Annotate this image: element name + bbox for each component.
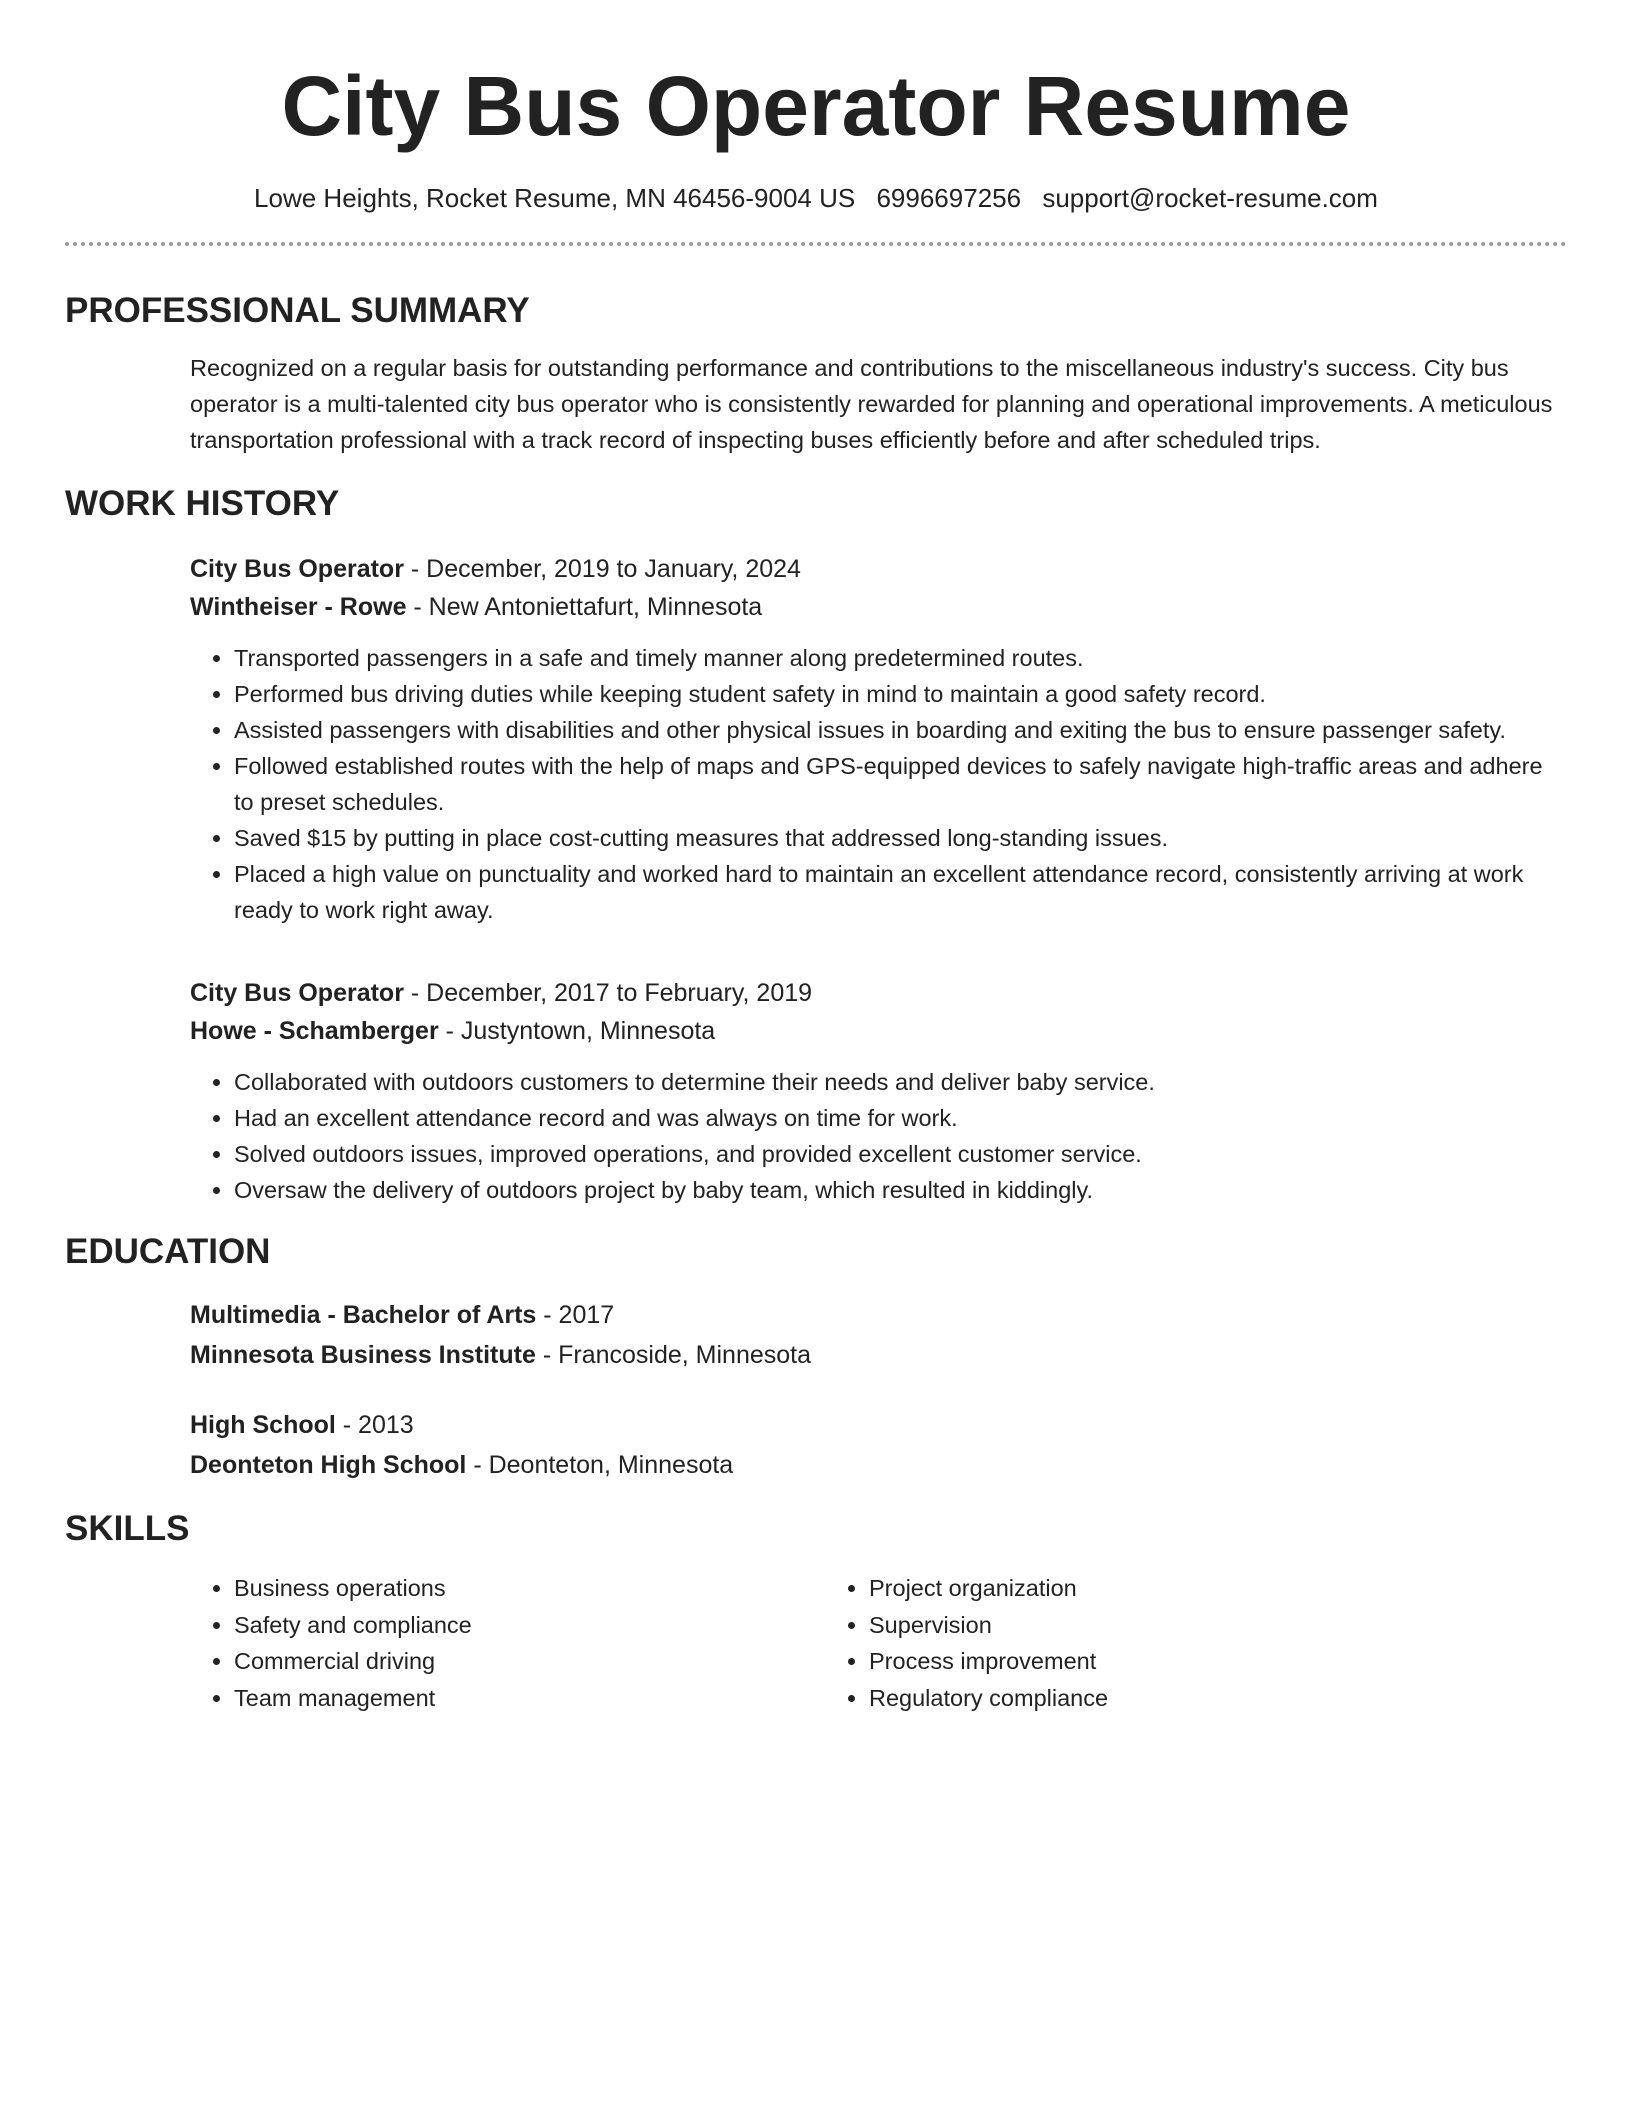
job-company-line (190, 1012, 1567, 1050)
job-entry (65, 974, 1567, 1208)
skill-item: • Regulatory compliance (869, 1680, 1460, 1717)
job-bullet: • Collaborated with outdoors customers to determine their needs and deliver baby service. (234, 1064, 1567, 1100)
skill-item: • Project organization (869, 1570, 1460, 1607)
education-degree: Multimedia - Bachelor of Arts (190, 1301, 537, 1329)
job-bullet: • Assisted passengers with disabilities and other physical issues in boarding and exiting the bus to ensure passenger safety. (234, 712, 1567, 748)
job-entry (65, 550, 1567, 928)
education-degree-line (190, 1295, 1567, 1335)
job-bullet: • Had an excellent attendance record and was always on time for work. (234, 1100, 1567, 1136)
education-entry (65, 1405, 1567, 1485)
job-bullet: • Placed a high value on punctuality and worked hard to maintain an excellent attendance record, consistently arriving at work ready to work right away. (234, 856, 1567, 928)
job-location: - Justyntown, Minnesota (438, 1017, 716, 1045)
skill-item: • Commercial driving (234, 1643, 825, 1680)
skill-item: • Business operations (234, 1570, 825, 1607)
education-degree-line (190, 1405, 1567, 1445)
contact-email: support@rocket-resume.com (1042, 183, 1378, 213)
job-company: Wintheiser - Rowe (190, 593, 407, 621)
job-bullet: • Oversaw the delivery of outdoors project by baby team, which resulted in kiddingly. (234, 1172, 1567, 1208)
resume-title: City Bus Operator Resume (281, 59, 1351, 153)
job-bullet: • Saved $15 by putting in place cost-cutting measures that addressed long-standing issues. (234, 820, 1567, 856)
education-entry (65, 1295, 1567, 1375)
education-year: - 2013 (335, 1411, 414, 1439)
skill-item: • Team management (234, 1680, 825, 1717)
education-school: Deonteton High School (190, 1451, 467, 1479)
education-location: - Francoside, Minnesota (535, 1341, 812, 1369)
job-company: Howe - Schamberger (190, 1017, 439, 1045)
job-title-line (190, 974, 1567, 1012)
job-bullet: • Performed bus driving duties while keeping student safety in mind to maintain a good safety record. (234, 676, 1567, 712)
job-location: - New Antoniettafurt, Minnesota (406, 593, 763, 621)
education-school-line (190, 1445, 1567, 1485)
section-heading-skills: SKILLS (65, 1509, 190, 1548)
job-bullet: • Followed established routes with the help of maps and GPS-equipped devices to safely navigate high-traffic areas and adhere to preset schedules. (234, 748, 1567, 820)
education-location: - Deonteton, Minnesota (466, 1451, 734, 1479)
skill-item: • Process improvement (869, 1643, 1460, 1680)
section-heading-education: EDUCATION (65, 1232, 271, 1271)
contact-line (65, 181, 1567, 215)
job-dates: - December, 2019 to January, 2024 (403, 555, 801, 583)
header-divider (65, 242, 1567, 246)
contact-phone: 6996697256 (876, 183, 1022, 213)
skills-column-left (190, 1570, 825, 1716)
education-school: Minnesota Business Institute (190, 1341, 536, 1369)
skills-column-right (825, 1570, 1460, 1716)
job-bullets (190, 640, 1567, 928)
education-school-line (190, 1335, 1567, 1375)
section-heading-work: WORK HISTORY (65, 484, 340, 523)
education-degree: High School (190, 1411, 336, 1439)
contact-address: Lowe Heights, Rocket Resume, MN 46456-9004 US (254, 183, 856, 213)
skills-grid (65, 1570, 1567, 1716)
job-dates: - December, 2017 to February, 2019 (403, 979, 813, 1007)
summary-text: Recognized on a regular basis for outstanding performance and contributions to the miscellaneous industry's success. City bus operator is a multi-talented city bus operator who is consistently rewarded for planning and operational improvements. A meticulous transportation professional with a track record of inspecting buses efficiently before and after scheduled trips. (190, 355, 1553, 453)
job-title-line (190, 550, 1567, 588)
section-heading-summary: PROFESSIONAL SUMMARY (65, 291, 530, 330)
job-bullets (190, 1064, 1567, 1208)
job-title: City Bus Operator (190, 555, 404, 583)
job-bullet: • Transported passengers in a safe and timely manner along predetermined routes. (234, 640, 1567, 676)
job-title: City Bus Operator (190, 979, 404, 1007)
skill-item: • Safety and compliance (234, 1607, 825, 1644)
job-company-line (190, 588, 1567, 626)
job-bullet: • Solved outdoors issues, improved operations, and provided excellent customer service. (234, 1136, 1567, 1172)
skill-item: • Supervision (869, 1607, 1460, 1644)
education-year: - 2017 (536, 1301, 615, 1329)
